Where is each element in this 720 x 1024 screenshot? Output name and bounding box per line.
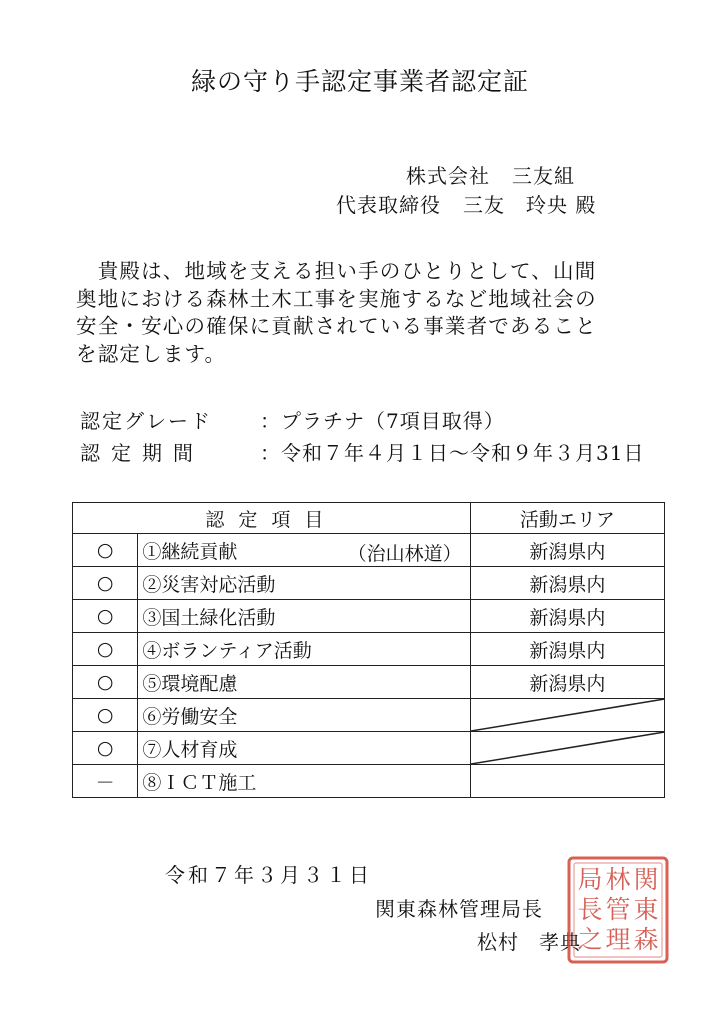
seal-character: 局 xyxy=(577,865,603,894)
row-item: ⑦人材育成 xyxy=(138,732,470,765)
company-name: 三友組 xyxy=(512,164,575,188)
row-area-empty xyxy=(470,732,664,765)
official-seal xyxy=(566,855,670,965)
seal-character: 東 xyxy=(633,895,659,924)
period-line xyxy=(80,437,644,466)
row-area: 新潟県内 xyxy=(470,534,664,567)
body-line: を認定します。 xyxy=(76,341,227,366)
grade-value: ：プラチナ（7項目取得） xyxy=(260,409,505,433)
seal-character: 関 xyxy=(633,865,659,894)
row-item: ③国土緑化活動 xyxy=(138,600,470,633)
row-area: 新潟県内 xyxy=(470,666,664,699)
row-mark: ○ xyxy=(73,732,138,765)
table-header-row xyxy=(73,503,665,534)
issue-date: 令和７年３月３１日 xyxy=(165,863,372,887)
row-mark: ○ xyxy=(73,600,138,633)
body-line: 奥地における森林土木工事を実施するなど地域社会の xyxy=(76,286,597,311)
body-line: 貴殿は、地域を支える担い手のひとりとして、山間 xyxy=(76,259,597,283)
row-item-label: ①継続貢献 xyxy=(142,540,238,563)
row-mark: － xyxy=(73,765,138,798)
row-mark: ○ xyxy=(73,534,138,567)
header-area: 活動エリア xyxy=(470,503,664,534)
row-area-empty xyxy=(470,699,664,732)
diagonal-strike xyxy=(471,732,664,764)
body-line: 安全・安心の確保に貢献されている事業者であること xyxy=(76,314,597,338)
row-item: ⑤環境配慮 xyxy=(138,666,470,699)
period-label: 認定期間 xyxy=(80,441,204,465)
signer-given: 孝典 xyxy=(539,930,581,954)
signer-surname: 松村 xyxy=(477,930,519,954)
row-area: 新潟県内 xyxy=(470,567,664,600)
row-item: ⑥労働安全 xyxy=(138,699,470,732)
company-type: 株式会社 xyxy=(406,164,490,188)
header-item: 認定項目 xyxy=(73,503,471,534)
recipient-person xyxy=(336,189,596,218)
row-item-sub: （治山林道） xyxy=(347,543,462,565)
seal-character: 管 xyxy=(605,895,631,924)
table-row xyxy=(73,699,665,732)
grade-label: 認定グレード xyxy=(80,409,212,433)
row-item xyxy=(138,534,470,567)
table-row xyxy=(73,765,665,798)
seal-character: 長 xyxy=(577,895,603,924)
recipient-name: 三友 玲央 殿 xyxy=(463,193,597,217)
seal-character: 森 xyxy=(633,925,659,954)
row-item: ④ボランティア活動 xyxy=(138,633,470,666)
row-area: 新潟県内 xyxy=(470,633,664,666)
seal-character: 林 xyxy=(605,865,631,894)
certificate-body xyxy=(76,258,666,368)
seal-character: 理 xyxy=(605,925,631,954)
row-area: 新潟県内 xyxy=(470,600,664,633)
grade-line xyxy=(80,405,505,434)
recipient-role: 代表取締役 xyxy=(336,193,441,217)
row-mark: ○ xyxy=(73,666,138,699)
certificate-title: 緑の守り手認定事業者認定証 xyxy=(190,67,529,96)
row-mark: ○ xyxy=(73,567,138,600)
table-row xyxy=(73,732,665,765)
table-row xyxy=(73,600,665,633)
row-item: ②災害対応活動 xyxy=(138,567,470,600)
row-item: ⑧ＩＣＴ施工 xyxy=(138,765,470,798)
diagonal-strike xyxy=(471,699,664,731)
issuer-title: 関東森林管理局長 xyxy=(375,897,543,921)
table-row xyxy=(73,633,665,666)
table-row xyxy=(73,567,665,600)
row-area-empty xyxy=(470,765,664,798)
row-mark: ○ xyxy=(73,633,138,666)
table-row xyxy=(73,534,665,567)
certification-items-table xyxy=(72,502,665,798)
table-row xyxy=(73,666,665,699)
seal-character: 之 xyxy=(577,925,603,954)
recipient-company xyxy=(406,160,575,189)
row-mark: ○ xyxy=(73,699,138,732)
period-value: ：令和７年４月１日～令和９年３月31日 xyxy=(260,441,645,465)
